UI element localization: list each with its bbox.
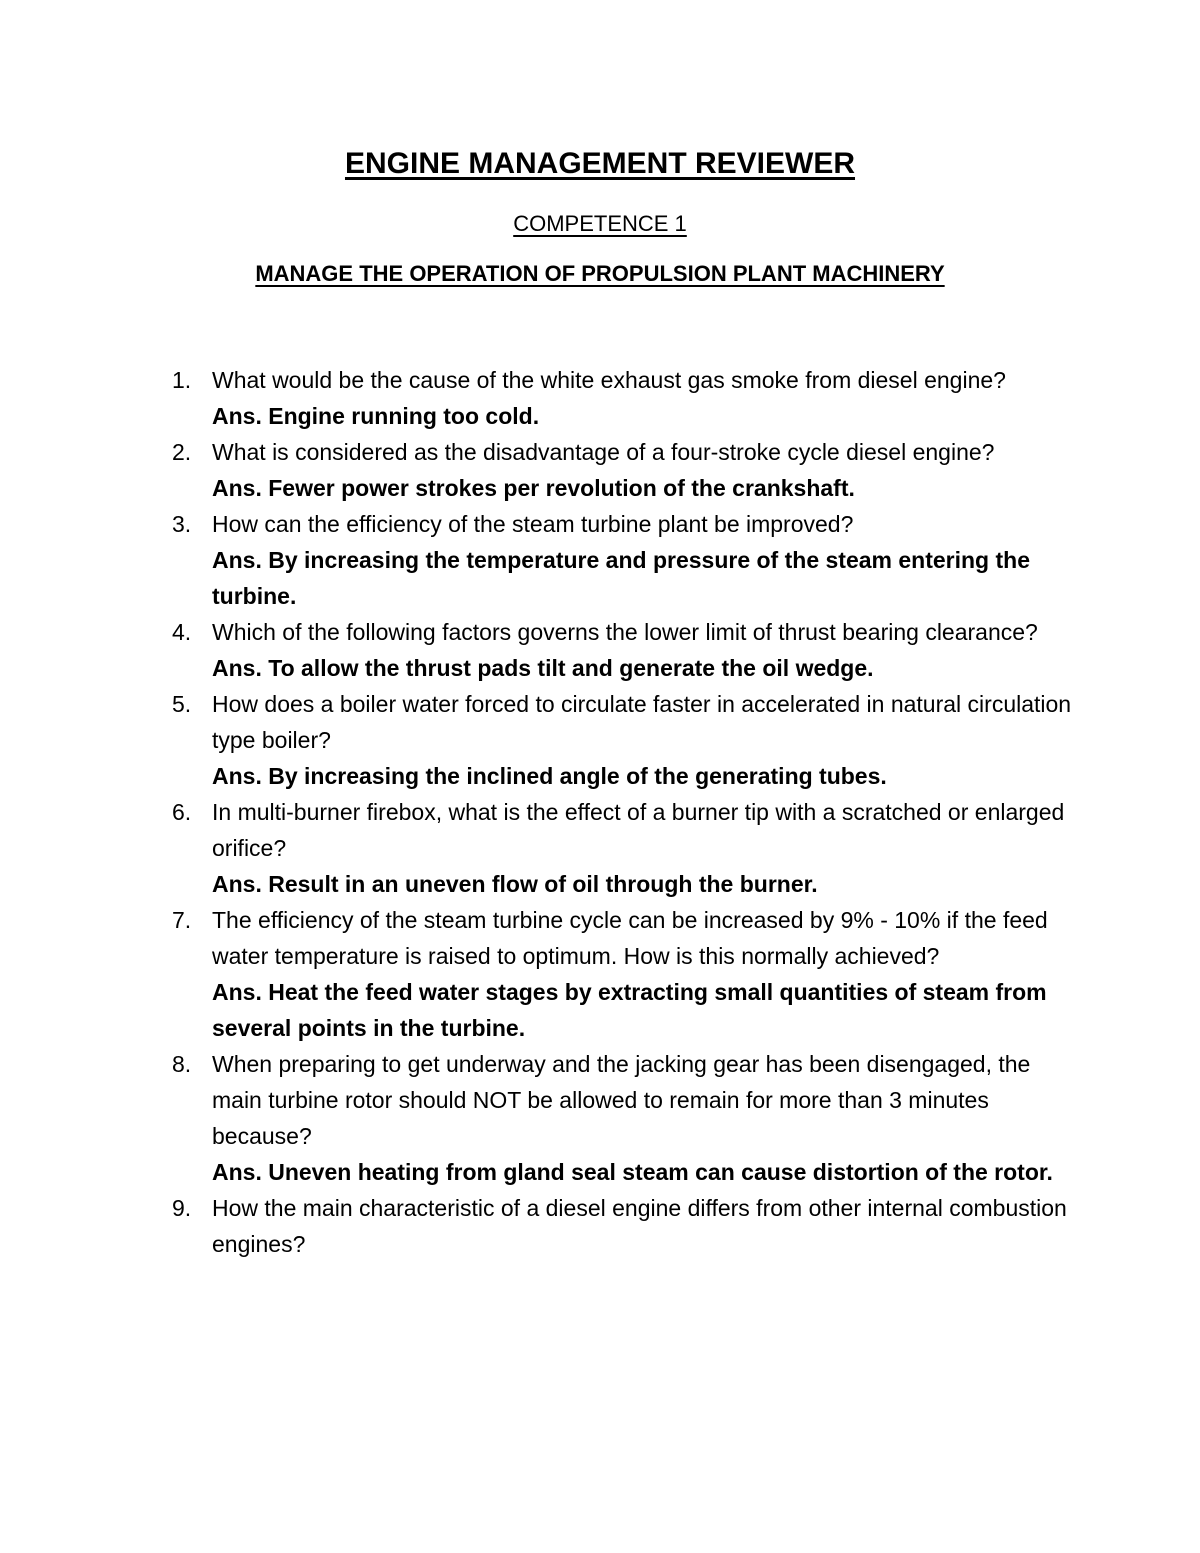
section-heading: MANAGE THE OPERATION OF PROPULSION PLANT MACHINERY <box>255 261 945 286</box>
question-number: 5. <box>172 691 192 717</box>
question-text: When preparing to get underway and the jacking gear has been disengaged, the main turbine rotor should NOT be allowed to remain for more than 3 minutes because? <box>212 1051 1031 1149</box>
question-text: What would be the cause of the white exhaust gas smoke from diesel engine? <box>212 367 1006 393</box>
question-item <box>0 506 1072 614</box>
document-title: ENGINE MANAGEMENT REVIEWER <box>344 147 856 180</box>
question-number: 4. <box>172 619 192 645</box>
question-item <box>0 434 1072 506</box>
answer-text: Ans. Result in an uneven flow of oil through the burner. <box>212 871 818 897</box>
answer-text: Ans. By increasing the inclined angle of the generating tubes. <box>212 763 887 789</box>
question-number: 3. <box>172 511 192 537</box>
question-text: The efficiency of the steam turbine cycle can be increased by 9% - 10% if the feed water temperature is raised to optimum. How is this normally achieved? <box>212 907 1048 969</box>
question-item <box>0 794 1072 902</box>
question-item <box>0 686 1072 794</box>
question-text: How can the efficiency of the steam turbine plant be improved? <box>212 511 854 537</box>
question-text: How does a boiler water forced to circulate faster in accelerated in natural circulation type boiler? <box>212 691 1072 753</box>
question-list <box>0 362 1200 1262</box>
question-item <box>0 1190 1072 1262</box>
question-item <box>0 902 1072 1046</box>
question-number: 8. <box>172 1051 192 1077</box>
question-text: How the main characteristic of a diesel engine differs from other internal combustion engines? <box>212 1195 1067 1257</box>
question-number: 9. <box>172 1195 192 1221</box>
question-item <box>0 362 1072 434</box>
answer-text: Ans. Uneven heating from gland seal steam can cause distortion of the rotor. <box>212 1159 1053 1185</box>
question-text: Which of the following factors governs the lower limit of thrust bearing clearance? <box>212 619 1038 645</box>
competence-label: COMPETENCE 1 <box>513 211 687 236</box>
question-number: 2. <box>172 439 192 465</box>
question-item <box>0 614 1072 686</box>
answer-text: Ans. To allow the thrust pads tilt and generate the oil wedge. <box>212 655 874 681</box>
answer-text: Ans. Engine running too cold. <box>212 403 540 429</box>
question-text: What is considered as the disadvantage of a four-stroke cycle diesel engine? <box>212 439 995 465</box>
answer-text: Ans. Heat the feed water stages by extracting small quantities of steam from several points in the turbine. <box>212 979 1047 1041</box>
question-number: 1. <box>172 367 192 393</box>
question-number: 7. <box>172 907 192 933</box>
answer-text: Ans. By increasing the temperature and pressure of the steam entering the turbine. <box>212 547 1030 609</box>
question-number: 6. <box>172 799 192 825</box>
answer-text: Ans. Fewer power strokes per revolution of the crankshaft. <box>212 475 855 501</box>
question-text: In multi-burner firebox, what is the effect of a burner tip with a scratched or enlarged orifice? <box>212 799 1065 861</box>
question-item <box>0 1046 1072 1190</box>
